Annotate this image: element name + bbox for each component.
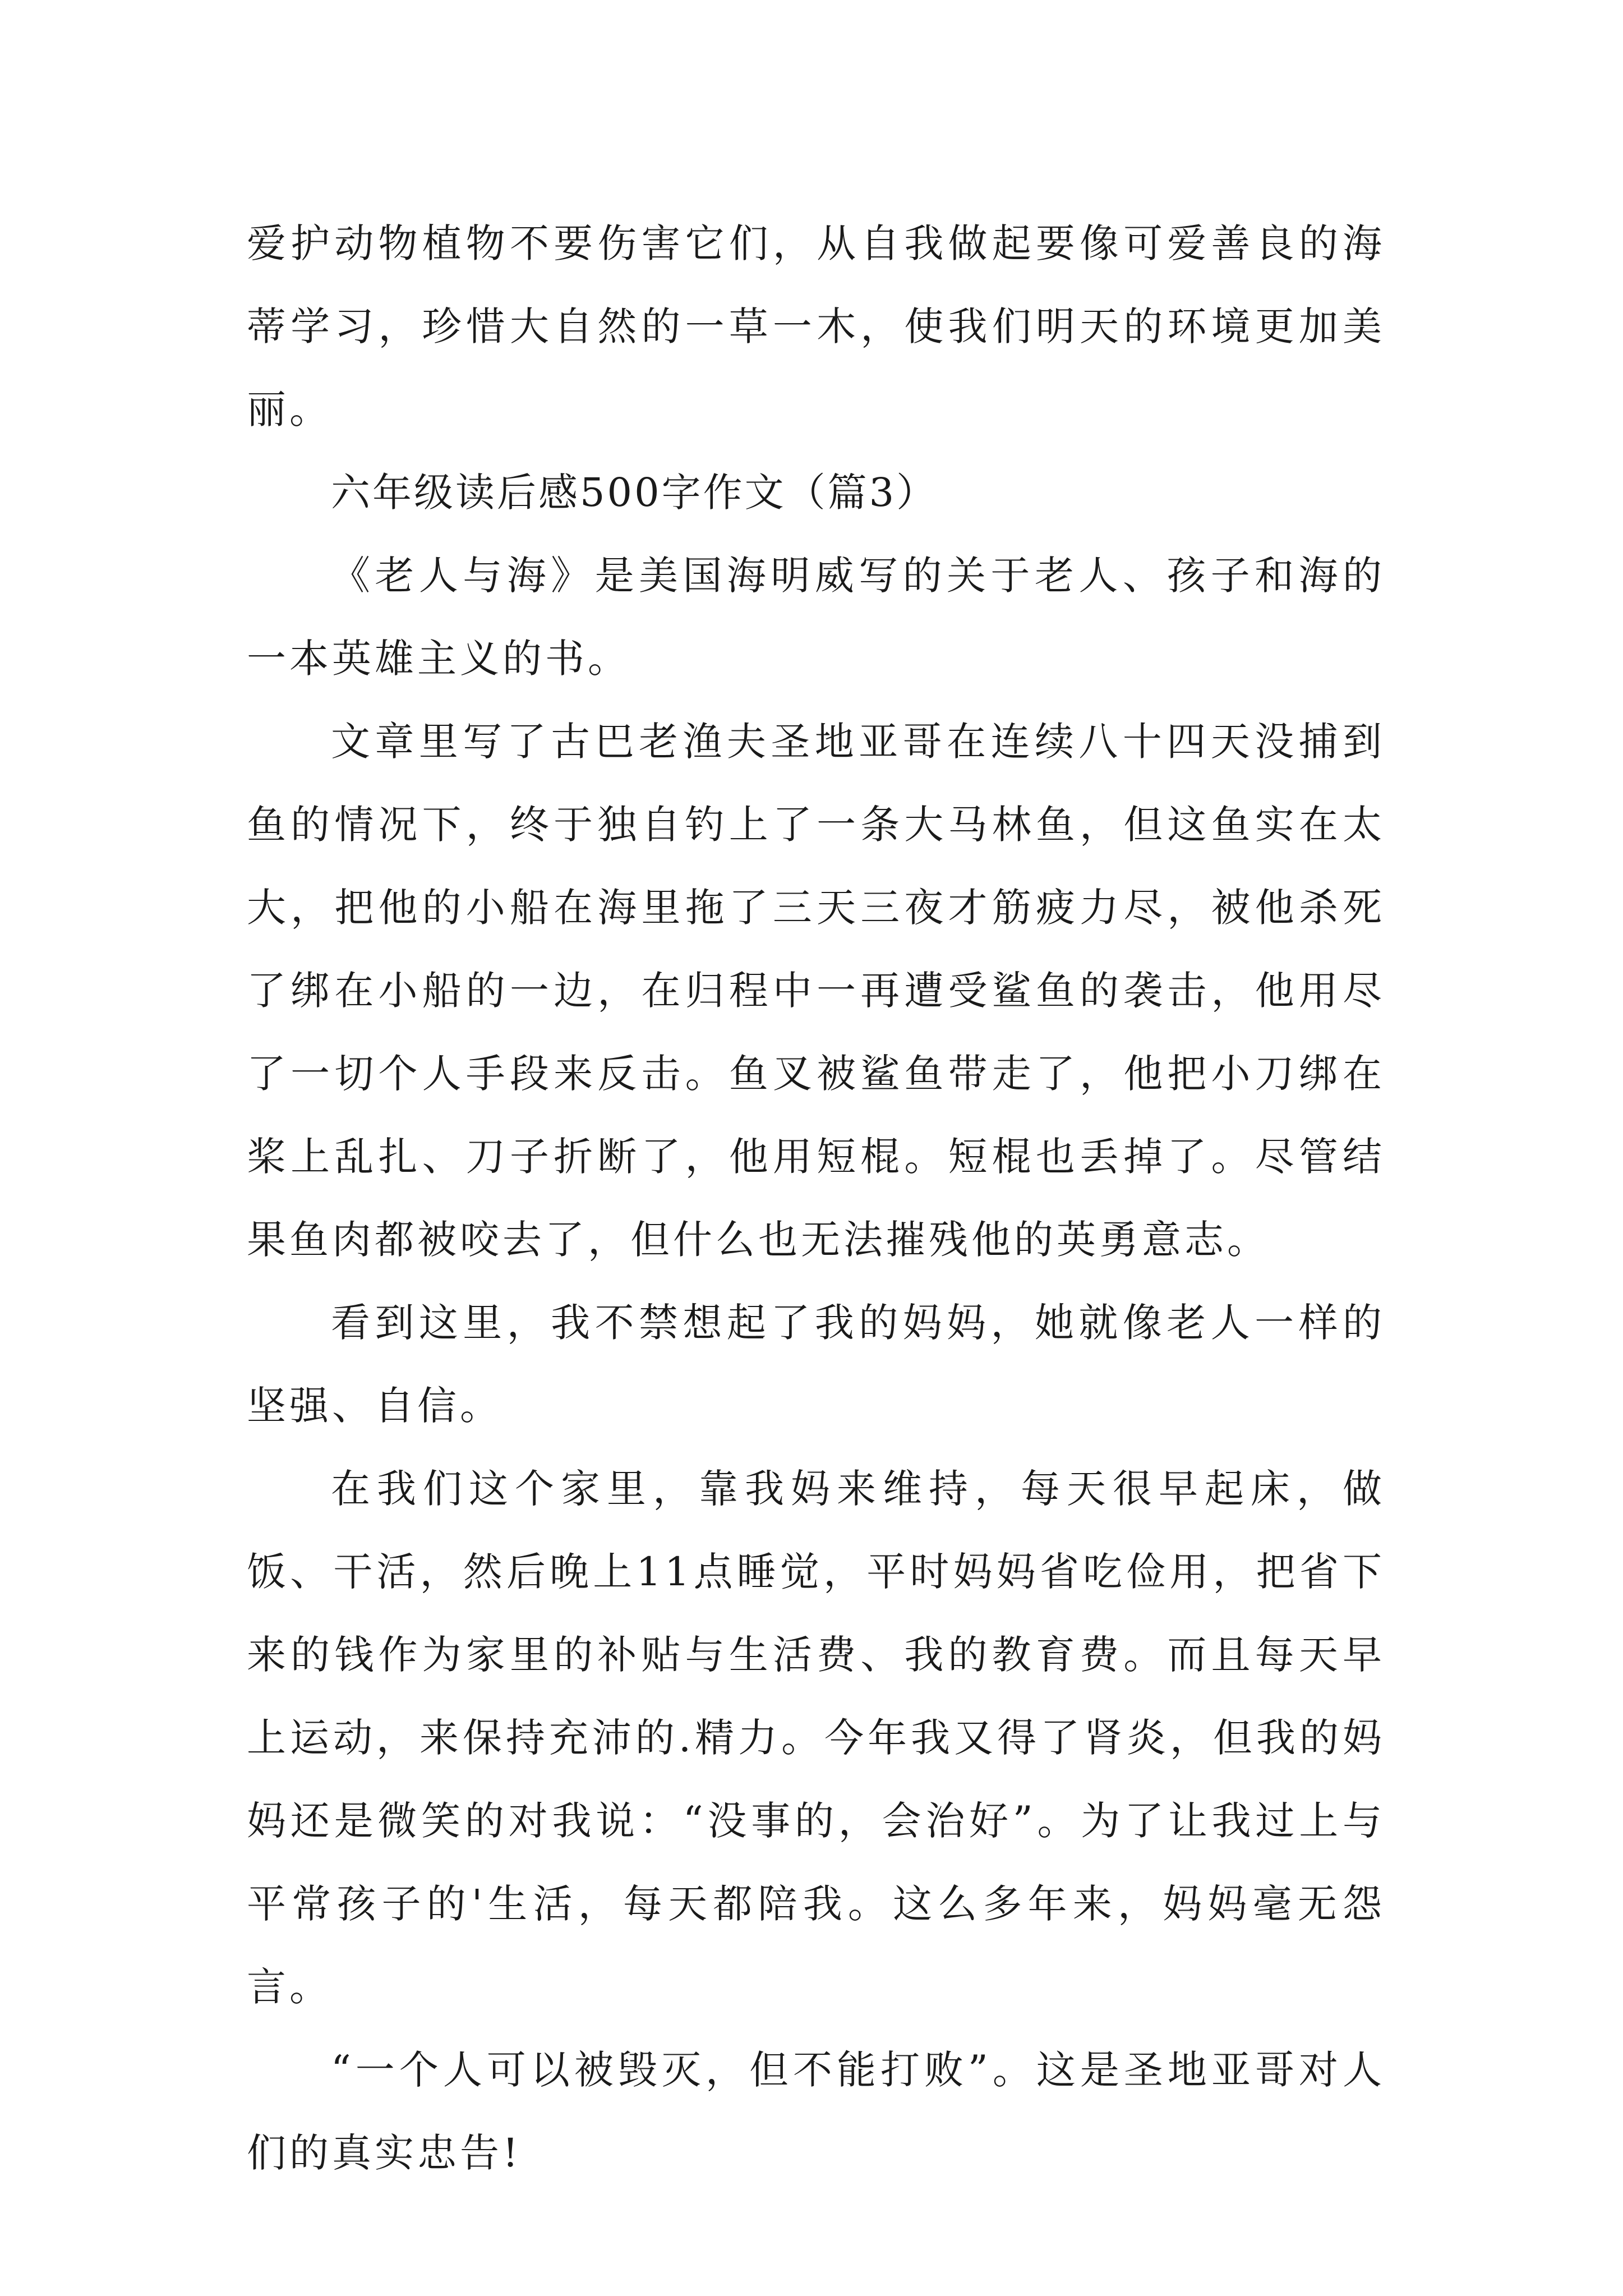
paragraph-quote: “一个人可以被毁灭，但不能打败”。这是圣地亚哥对人们的真实忠告! (247, 2047, 1385, 2176)
paragraph-intro: 《老人与海》是美国海明威写的关于老人、孩子和海的一本英雄主义的书。 (247, 553, 1385, 682)
paragraph-story: 文章里写了古巴老渔夫圣地亚哥在连续八十四天没捕到鱼的情况下，终于独自钓上了一条大马林鱼，但这鱼实在太大，把他的小船在海里拖了三天三夜才筋疲力尽，被他杀死了绑在小船的一边，在归程中一再遭受鲨鱼的袭击，他用尽了一切个人手段来反击。鱼叉被鲨鱼带走了，他把小刀绑在桨上乱扎、刀子折断了，他用短棍。短棍也丢掉了。尽管结果鱼肉都被咬去了，但什么也无法摧残他的英勇意志。 (247, 719, 1385, 1263)
paragraph-continuation: 爱护动物植物不要伤害它们，从自我做起要像可爱善良的海蒂学习，珍惜大自然的一草一木，使我们明天的环境更加美丽。 (247, 220, 1385, 432)
paragraph-mother: 在我们这个家里，靠我妈来维持，每天很早起床，做饭、干活，然后晚上11点睡觉，平时妈妈省吃俭用，把省下来的钱作为家里的补贴与生活费、我的教育费。而且每天早上运动，来保持充沛的.精力。今年我又得了肾炎，但我的妈妈还是微笑的对我说：“没事的，会治好”。为了让我过上与平常孩子的'生活，每天都陪我。这么多年来，妈妈毫无怨言。 (247, 1466, 1385, 2010)
paragraph-reflection: 看到这里，我不禁想起了我的妈妈，她就像老人一样的坚强、自信。 (247, 1300, 1385, 1429)
document-body (247, 202, 1385, 2194)
section-heading: 六年级读后感500字作文（篇3） (331, 470, 938, 516)
